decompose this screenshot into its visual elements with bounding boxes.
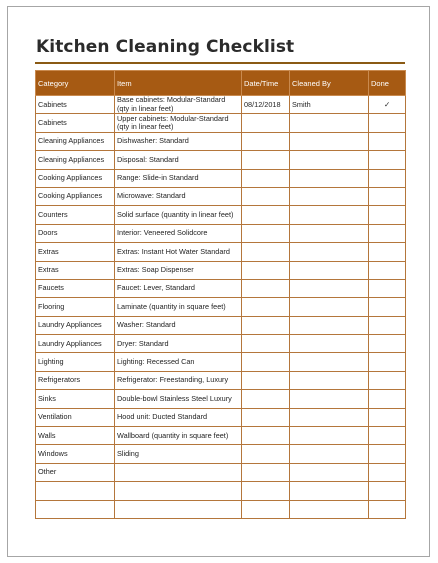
category-cell[interactable]: Extras [36,243,115,261]
date-time-cell[interactable] [242,316,290,334]
item-cell[interactable]: Laminate (quantity in square feet) [115,298,242,316]
category-cell[interactable]: Windows [36,445,115,463]
table-row [36,335,406,353]
date-time-cell[interactable] [242,445,290,463]
item-cell[interactable]: Range: Slide-in Standard [115,169,242,187]
date-time-cell[interactable] [242,151,290,169]
table-row [36,427,406,445]
category-cell[interactable]: Walls [36,427,115,445]
done-cell[interactable] [369,408,406,426]
cleaned-by-cell[interactable] [290,151,369,169]
date-time-cell[interactable] [242,243,290,261]
date-time-cell[interactable] [242,169,290,187]
done-cell[interactable] [369,261,406,279]
date-time-cell[interactable] [242,206,290,224]
category-cell[interactable]: Extras [36,261,115,279]
cleaned-by-cell[interactable] [290,206,369,224]
table-row [36,500,406,518]
cleaned-by-cell[interactable] [290,279,369,297]
done-cell[interactable] [369,463,406,481]
done-cell[interactable] [369,353,406,371]
cleaned-by-cell[interactable] [290,335,369,353]
table-row [36,169,406,187]
item-cell[interactable]: Hood unit: Ducted Standard [115,408,242,426]
cleaned-by-cell[interactable] [290,463,369,481]
date-time-cell[interactable] [242,279,290,297]
item-cell[interactable]: Lighting: Recessed Can [115,353,242,371]
done-cell[interactable] [369,114,406,132]
table-row [36,114,406,132]
category-cell[interactable]: Other [36,463,115,481]
category-cell[interactable]: Counters [36,206,115,224]
date-time-cell[interactable] [242,187,290,205]
date-time-cell[interactable] [242,500,290,518]
cleaned-by-cell[interactable] [290,408,369,426]
date-time-cell[interactable]: 08/12/2018 [242,96,290,114]
table-row [36,243,406,261]
done-cell[interactable] [369,500,406,518]
date-time-cell[interactable] [242,114,290,132]
table-row [36,408,406,426]
done-cell[interactable] [369,390,406,408]
header-date-time: Date/Time [242,71,290,96]
table-row [36,206,406,224]
item-cell[interactable]: Interior: Veneered Solidcore [115,224,242,242]
item-cell[interactable]: Upper cabinets: Modular-Standard (qty in linear feet) [115,114,242,132]
done-cell[interactable] [369,132,406,150]
table-row [36,224,406,242]
cleaned-by-cell[interactable] [290,482,369,500]
done-cell[interactable] [369,371,406,389]
document-page [7,6,430,557]
item-cell[interactable] [115,482,242,500]
date-time-cell[interactable] [242,335,290,353]
cleaned-by-cell[interactable] [290,187,369,205]
table-row [36,463,406,481]
category-cell[interactable]: Sinks [36,390,115,408]
item-cell[interactable]: Solid surface (quantity in linear feet) [115,206,242,224]
done-cell[interactable] [369,224,406,242]
title-divider [35,62,405,64]
category-cell[interactable]: Doors [36,224,115,242]
cleaned-by-cell[interactable] [290,224,369,242]
header-done: Done [369,71,406,96]
table-row [36,390,406,408]
table-row [36,132,406,150]
item-cell[interactable]: Base cabinets: Modular-Standard (qty in linear feet) [115,96,242,114]
done-cell[interactable] [369,279,406,297]
header-item: Item [115,71,242,96]
done-cell[interactable] [369,316,406,334]
done-cell[interactable] [369,169,406,187]
done-cell[interactable]: ✓ [369,96,406,114]
cleaned-by-cell[interactable] [290,390,369,408]
category-cell[interactable]: Flooring [36,298,115,316]
category-cell[interactable]: Cleaning Appliances [36,151,115,169]
date-time-cell[interactable] [242,132,290,150]
item-cell[interactable]: Dishwasher: Standard [115,132,242,150]
category-cell[interactable]: Cooking Appliances [36,169,115,187]
date-time-cell[interactable] [242,408,290,426]
date-time-cell[interactable] [242,224,290,242]
item-cell[interactable]: Disposal: Standard [115,151,242,169]
cleaned-by-cell[interactable] [290,169,369,187]
cleaned-by-cell[interactable] [290,298,369,316]
date-time-cell[interactable] [242,390,290,408]
done-cell[interactable] [369,427,406,445]
header-category: Category [36,71,115,96]
cleaned-by-cell[interactable] [290,132,369,150]
cleaned-by-cell[interactable] [290,243,369,261]
item-cell[interactable]: Dryer: Standard [115,335,242,353]
item-cell[interactable] [115,463,242,481]
table-row [36,279,406,297]
done-cell[interactable] [369,151,406,169]
header-row [36,71,406,96]
item-cell[interactable]: Wallboard (quantity in square feet) [115,427,242,445]
date-time-cell[interactable] [242,463,290,481]
table-row [36,151,406,169]
cleaned-by-cell[interactable] [290,371,369,389]
category-cell[interactable] [36,482,115,500]
page-title: Kitchen Cleaning Checklist [36,37,295,57]
table-row [36,187,406,205]
table-row [36,445,406,463]
done-cell[interactable] [369,243,406,261]
category-cell[interactable]: Faucets [36,279,115,297]
cleaned-by-cell[interactable]: Smith [290,96,369,114]
table-row [36,298,406,316]
done-cell[interactable] [369,206,406,224]
done-cell[interactable] [369,187,406,205]
checklist-table [35,70,406,519]
cleaned-by-cell[interactable] [290,445,369,463]
date-time-cell[interactable] [242,427,290,445]
table-row [36,261,406,279]
item-cell[interactable]: Extras: Soap Dispenser [115,261,242,279]
date-time-cell[interactable] [242,353,290,371]
date-time-cell[interactable] [242,482,290,500]
item-cell[interactable]: Double-bowl Stainless Steel Luxury [115,390,242,408]
done-cell[interactable] [369,482,406,500]
item-cell[interactable]: Sliding [115,445,242,463]
category-cell[interactable]: Cabinets [36,114,115,132]
date-time-cell[interactable] [242,261,290,279]
category-cell[interactable]: Ventilation [36,408,115,426]
item-cell[interactable]: Microwave: Standard [115,187,242,205]
table-row [36,482,406,500]
category-cell[interactable] [36,500,115,518]
category-cell[interactable]: Cleaning Appliances [36,132,115,150]
category-cell[interactable]: Refrigerators [36,371,115,389]
cleaned-by-cell[interactable] [290,316,369,334]
table-row [36,353,406,371]
category-cell[interactable]: Cooking Appliances [36,187,115,205]
item-cell[interactable] [115,500,242,518]
cleaned-by-cell[interactable] [290,114,369,132]
cleaned-by-cell[interactable] [290,427,369,445]
table-row [36,316,406,334]
table-row [36,96,406,114]
category-cell[interactable]: Cabinets [36,96,115,114]
category-cell[interactable]: Lighting [36,353,115,371]
done-cell[interactable] [369,335,406,353]
done-cell[interactable] [369,298,406,316]
item-cell[interactable]: Washer: Standard [115,316,242,334]
item-cell[interactable]: Refrigerator: Freestanding, Luxury [115,371,242,389]
date-time-cell[interactable] [242,298,290,316]
category-cell[interactable]: Laundry Appliances [36,316,115,334]
category-cell[interactable]: Laundry Appliances [36,335,115,353]
item-cell[interactable]: Extras: Instant Hot Water Standard [115,243,242,261]
cleaned-by-cell[interactable] [290,353,369,371]
done-cell[interactable] [369,445,406,463]
cleaned-by-cell[interactable] [290,261,369,279]
header-cleaned-by: Cleaned By [290,71,369,96]
date-time-cell[interactable] [242,371,290,389]
item-cell[interactable]: Faucet: Lever, Standard [115,279,242,297]
cleaned-by-cell[interactable] [290,500,369,518]
table-row [36,371,406,389]
